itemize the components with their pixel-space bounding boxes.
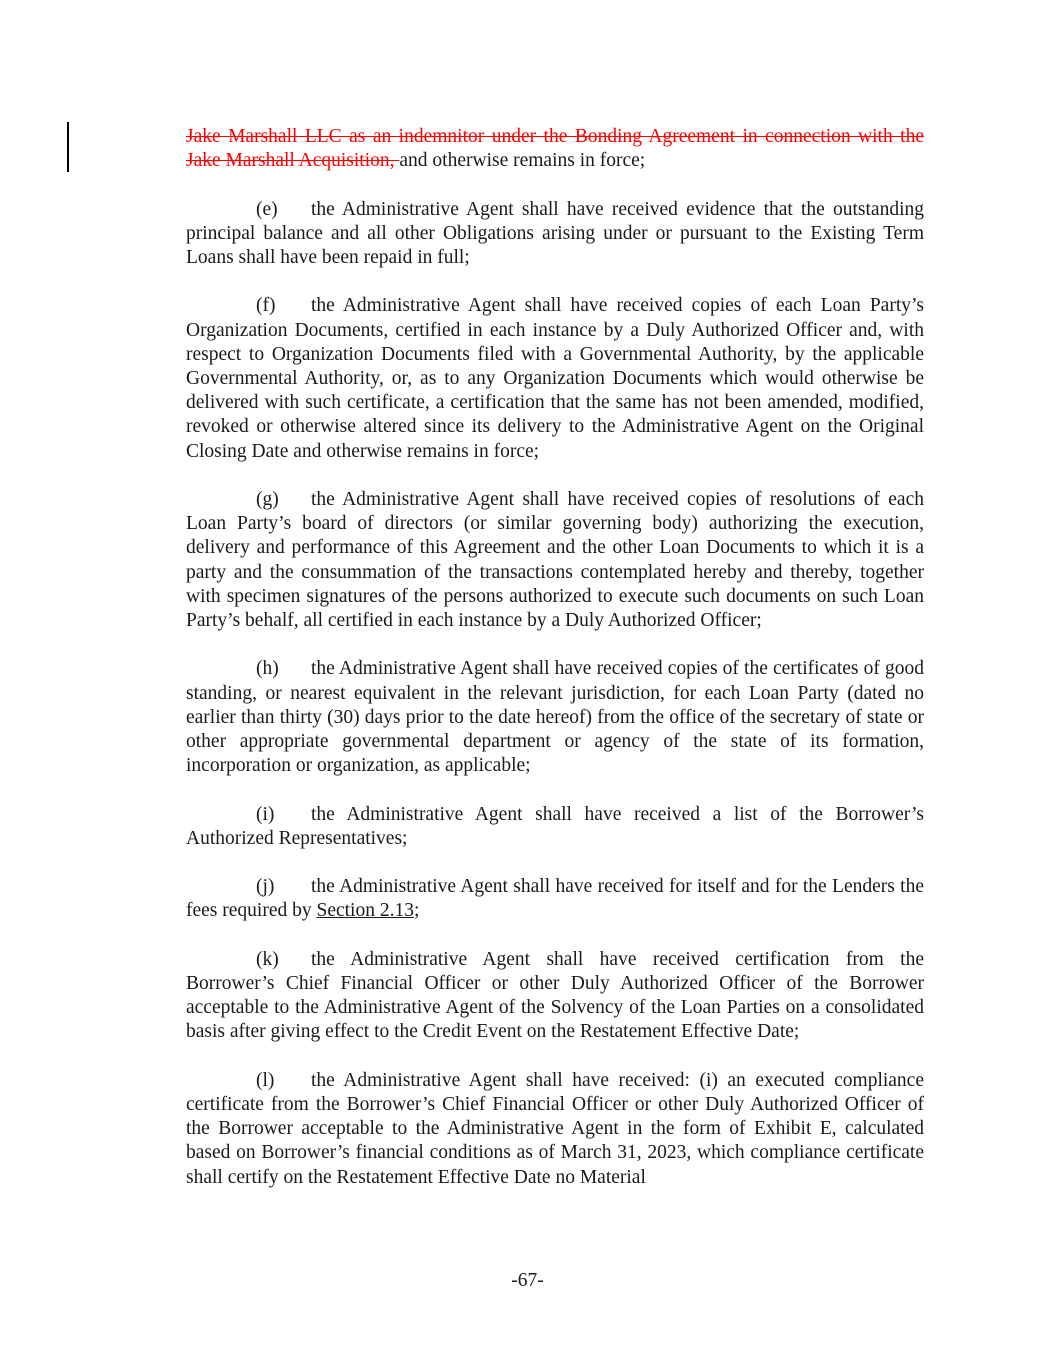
clause-label: (l)	[256, 1069, 275, 1091]
section-cross-reference-link[interactable]: Section 2.13	[316, 900, 414, 922]
clause-label: (h)	[256, 658, 279, 680]
clause-i	[186, 803, 924, 851]
clause-text: the Administrative Agent shall have received copies of the certificates of good standing, or nearest equivalent in the relevant jurisdiction, for each Loan Party (dated no earlier than thirty (30) days prior to the date hereof) from the office of the secretary of state or other appropriate governmental department or agency of the state of its formation, incorporation or organization, as applicable;	[186, 658, 924, 777]
clause-l	[186, 1069, 924, 1190]
clause-label: (i)	[256, 803, 275, 825]
clause-text: the Administrative Agent shall have received copies of each Loan Party’s Organization Documents, certified in each instance by a Duly Authorized Officer and, with respect to Organization Documents filed with a Governmental Authority, by the applicable Governmental Authority, or, as to any Organization Documents which would otherwise be delivered with such certificate, a certification that the same has not been amended, modified, revoked or otherwise altered since its delivery to the Administrative Agent on the Original Closing Date and otherwise remains in force;	[186, 295, 924, 462]
deleted-text: Jake Marshall LLC as an indemnitor under the Bonding Agreement in connection with the Jake Marshall Acquisition,	[186, 126, 924, 172]
clause-text: the Administrative Agent shall have received certification from the Borrower’s Chief Financial Officer or other Duly Authorized Officer of the Borrower acceptable to the Administrative Agent of the Solvency of the Loan Parties on a consolidated basis after giving effect to the Credit Event on the Restatement Effective Date;	[186, 948, 924, 1043]
clause-text: the Administrative Agent shall have received for itself and for the Lenders the fees required by	[186, 876, 924, 922]
page-number: -67-	[511, 1270, 544, 1291]
clause-g	[186, 488, 924, 633]
clause-text: the Administrative Agent shall have received: (i) an executed compliance certificate from the Borrower’s Chief Financial Officer or other Duly Authorized Officer of the Borrower acceptable to the Administrative Agent in the form of Exhibit E, calculated based on Borrower’s financial conditions as of March 31, 2023, which compliance certificate shall certify on the Restatement Effective Date no Material	[186, 1069, 924, 1188]
clause-label: (e)	[256, 198, 278, 220]
clause-label: (k)	[256, 948, 279, 970]
clause-label: (f)	[256, 295, 276, 317]
continued-paragraph	[186, 125, 924, 173]
clause-k	[186, 948, 924, 1045]
clause-h	[186, 657, 924, 778]
clause-e	[186, 198, 924, 271]
clause-text-end: ;	[413, 900, 420, 922]
paragraph-text: and otherwise remains in force;	[399, 150, 646, 172]
clause-label: (g)	[256, 489, 279, 510]
clause-label: (j)	[256, 876, 275, 898]
clause-text: the Administrative Agent shall have received a list of the Borrower’s Authorized Representatives;	[186, 803, 924, 849]
clause-text: the Administrative Agent shall have received evidence that the outstanding principal balance and all other Obligations arising under or pursuant to the Existing Term Loans shall have been repaid in full;	[186, 198, 924, 268]
clause-text: the Administrative Agent shall have received copies of resolutions of each Loan Party’s board of directors (or similar governing body) authorizing the execution, delivery and performance of this Agreement and the other Loan Documents to which it is a party and the consummation of the transactions contemplated hereby and thereby, together with specimen signatures of the persons authorized to execute such documents on such Loan Party’s behalf, all certified in each instance by a Duly Authorized Officer;	[186, 489, 924, 632]
clause-f	[186, 294, 924, 463]
clause-j	[186, 875, 924, 923]
revision-change-bar	[67, 122, 69, 172]
document-body	[186, 125, 924, 1214]
